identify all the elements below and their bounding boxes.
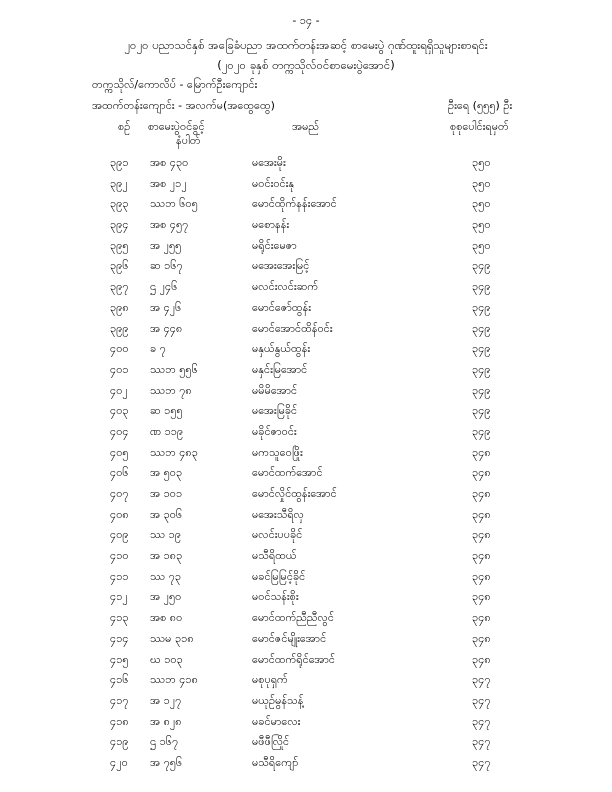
table-row <box>0 363 612 384</box>
student-name: မမိမိအောင် <box>252 383 298 397</box>
student-name: မောင်ထက်ညီညီလွင် <box>252 611 334 625</box>
student-name: မလင်းလင်းဆက် <box>252 280 319 294</box>
row-number: ၄၁၈ <box>110 714 129 728</box>
roll-number: အ ၁၀၁ <box>150 487 183 500</box>
roll-number: ဿဘ ၅၅၆ <box>150 362 198 376</box>
row-number: ၄၁၃ <box>110 611 129 625</box>
table-row <box>0 570 612 591</box>
row-number: ၄၁၂ <box>110 590 128 604</box>
table-row <box>0 549 612 570</box>
total-marks: ၃၄၈ <box>472 466 491 480</box>
student-name: မရိုင်းမေဇာ <box>252 238 297 252</box>
total-marks: ၃၄၈ <box>472 487 491 500</box>
total-marks: ၃၄၉ <box>472 404 491 418</box>
total-marks: ၃၄၈ <box>472 611 491 625</box>
table-row <box>0 756 612 777</box>
student-name: မောင်ထက်အောင် <box>252 466 323 480</box>
roll-number: ဃ ၁၀၃ <box>150 652 183 666</box>
student-name: မောင်ဇော်ထွန်း <box>252 300 312 314</box>
student-name: မဖီဖီလြိုင် <box>252 735 290 749</box>
table-row <box>0 528 612 549</box>
row-number: ၄၀၇ <box>110 487 129 500</box>
student-name: မယုဉ်မွန်သန့် <box>252 693 304 707</box>
roll-number: အ ၁၈၃ <box>150 549 183 563</box>
roll-number: ဿဘ ၇၈ <box>150 383 192 397</box>
row-number: ၄၀၄ <box>110 424 129 438</box>
table-row <box>0 673 612 694</box>
roll-number: အ ၁၂၇ <box>150 693 182 707</box>
total-marks: ၃၄၉ <box>472 300 491 314</box>
roll-number: အ ၈၂၈ <box>150 714 182 728</box>
table-row <box>0 177 612 198</box>
row-number: ၄၂၀ <box>110 755 128 769</box>
roll-number: ဌ ၂၄၆ <box>150 280 178 294</box>
student-name: မအေးမြခိုင် <box>252 404 298 418</box>
table-row <box>0 197 612 218</box>
total-marks: ၃၅၀ <box>472 218 491 232</box>
table-row <box>0 342 612 363</box>
row-number: ၄၀၈ <box>110 507 129 521</box>
total-marks: ၃၄၈ <box>472 569 491 583</box>
roll-number: အ ၄၂၆ <box>150 300 182 314</box>
table-row <box>0 735 612 756</box>
roll-number: အစ ၄၃၀ <box>150 156 189 169</box>
roll-number: ဆ ၁၆၇ <box>150 259 183 273</box>
roll-number: အ ၃၀၆ <box>150 507 183 521</box>
student-name: မနှင်းမြအောင် <box>252 362 308 376</box>
roll-number: ဿမ ၃၁၈ <box>150 631 194 645</box>
document-title: ၂၀၂၀ ပညာသင်နှစ် အခြေခံပညာ အထက်တန်းအဆင့် စာမေးပွဲ ဂုဏ်ထူးရရှိသူများစာရင်း <box>124 38 488 52</box>
student-name: မကသူဝေဖြိုး <box>252 445 303 459</box>
total-marks: ၃၄၉ <box>472 280 491 294</box>
row-number: ၃၉၉ <box>110 321 129 335</box>
student-name: မနှယ်နွယ်ထွန်း <box>252 342 311 356</box>
row-number: ၄၀၃ <box>110 404 129 418</box>
roll-number: ဿ ၇၃ <box>150 569 182 583</box>
row-number: ၃၉၆ <box>110 259 129 273</box>
total-marks: ၃၅၀ <box>472 238 491 252</box>
university-line: တက္ကသိုလ်/ကောလိပ် - မြောက်ဦးကျောင်း <box>92 78 258 91</box>
student-name: မခင်မာလေး <box>252 714 301 728</box>
table-row <box>0 446 612 467</box>
row-number: ၄၀၉ <box>110 528 129 542</box>
row-number: ၄၁၇ <box>110 693 129 707</box>
roll-number: အ ၂၅၅ <box>150 238 182 252</box>
row-number: ၄၁၆ <box>110 673 129 687</box>
row-number: ၃၉၂ <box>110 176 128 190</box>
student-name: မောင်ဇင်မျိုးအောင် <box>252 631 327 645</box>
roll-number: အ ၄၄၈ <box>150 321 183 335</box>
total-marks: ၃၄၉ <box>472 383 491 397</box>
total-marks: ၃၅၀ <box>472 176 491 190</box>
table-row <box>0 218 612 239</box>
roll-number: ဿ ၁၉ <box>150 528 182 542</box>
total-marks: ၃၄၉ <box>472 321 491 335</box>
row-number: ၄၀၂ <box>110 383 128 397</box>
student-name: မခင်မြမြင့်ခိုင် <box>252 569 306 583</box>
row-number: ၃၉၁ <box>110 156 129 169</box>
student-name: မလင်းပပခိုင် <box>252 528 303 542</box>
total-marks: ၃၄၇ <box>472 714 491 728</box>
total-marks: ၃၄၇ <box>472 693 491 707</box>
row-number: ၃၉၈ <box>110 300 129 314</box>
student-name: မဝင်သန်းစိုး <box>252 590 299 604</box>
student-name: မောင်လှိုင်ထွန်းအောင် <box>252 487 337 500</box>
table-row <box>0 694 612 715</box>
total-marks: ၃၅၀ <box>472 197 491 211</box>
column-header-marks: စုစုပေါင်းရမှတ် <box>450 120 509 133</box>
table-row <box>0 653 612 674</box>
column-header-roll-suffix: နံပါတ် <box>176 134 201 147</box>
student-name: မသီရိထယ် <box>252 549 297 563</box>
row-number: ၄၀၆ <box>110 466 129 480</box>
total-marks: ၃၄၇ <box>472 673 491 687</box>
school-line: အထက်တန်းကျောင်း - အလက်မ(အထွေထွေ) <box>92 99 275 112</box>
table-row <box>0 404 612 425</box>
row-number: ၃၉၇ <box>110 280 129 294</box>
roll-number: အစ ၄၅၇ <box>150 218 189 232</box>
total-marks: ၃၅၀ <box>472 156 491 169</box>
row-number: ၄၁၁ <box>110 569 129 583</box>
total-marks: ၃၄၇ <box>472 735 491 749</box>
student-name: မစုပုရှက် <box>252 673 288 687</box>
row-number: ၄၁၉ <box>110 735 129 749</box>
document-subtitle: (၂၀၂၀ ခုနှစ် တက္ကသိုလ်ဝင်စာမေးပွဲအောင်) <box>217 58 395 72</box>
table-row <box>0 487 612 508</box>
roll-number: ဿဘ ၄၁၈ <box>150 673 198 687</box>
roll-number: အ ၂၅၀ <box>150 590 182 604</box>
column-header-no: စဉ် <box>118 120 131 133</box>
total-marks: ၃၄၈ <box>472 507 491 521</box>
table-row <box>0 715 612 736</box>
row-number: ၃၉၅ <box>110 238 129 252</box>
student-name: မစောနန်း <box>252 218 290 232</box>
column-header-name: အမည် <box>292 120 320 133</box>
total-marks: ၃၄၈ <box>472 549 491 563</box>
roll-number: အ ၅၀၃ <box>150 466 183 480</box>
table-row <box>0 239 612 260</box>
row-number: ၄၀၁ <box>110 362 129 376</box>
row-number: ၃၉၃ <box>110 197 129 211</box>
roll-number: ဌ ၁၆၇ <box>150 735 179 749</box>
student-name: မအေးအေးမြင့် <box>252 259 310 273</box>
student-name: မခိုင်ဇာဝင်း <box>252 424 297 438</box>
page-number: - ၁၄ - <box>292 14 320 27</box>
roll-number: ဿဘ ၄၈၃ <box>150 445 198 459</box>
student-name: မသီရိကျော် <box>252 755 299 769</box>
column-header-roll: စာမေးပွဲဝင်ခွင့် <box>148 120 205 133</box>
row-number: ၄၀၀ <box>110 342 129 356</box>
total-marks: ၃၄၉ <box>472 424 491 438</box>
student-name: မောင်ထိုက်နန်းအောင် <box>252 197 337 211</box>
student-name: မောင်ထက်ရိုင်အောင် <box>252 652 335 666</box>
results-table <box>0 156 612 777</box>
total-marks: ၃၄၈ <box>472 528 491 542</box>
total-marks: ၃၄၈ <box>472 445 491 459</box>
total-marks: ၃၄၉ <box>472 259 491 273</box>
roll-number: ဆ ၁၅၅ <box>150 404 183 418</box>
table-row <box>0 384 612 405</box>
total-marks: ၃၄၈ <box>472 631 491 645</box>
student-name: မအေးမိုး <box>252 156 286 169</box>
count-line: ဦးရေ (၅၅၅) ဦး <box>448 99 513 112</box>
row-number: ၄၁၀ <box>110 549 129 563</box>
table-row <box>0 301 612 322</box>
table-row <box>0 280 612 301</box>
table-row <box>0 508 612 529</box>
student-name: မအေးသီရိလှ <box>252 507 304 521</box>
table-row <box>0 259 612 280</box>
total-marks: ၃၄၇ <box>472 755 491 769</box>
roll-number: ခ ၇ <box>150 342 166 356</box>
table-row <box>0 611 612 632</box>
total-marks: ၃၄၉ <box>472 342 491 356</box>
table-row <box>0 466 612 487</box>
roll-number: အစ ၂၁၂ <box>150 176 187 190</box>
table-row <box>0 425 612 446</box>
row-number: ၄၀၅ <box>110 445 129 459</box>
student-name: မောင်အောင်ထိန်ဝင်း <box>252 321 333 335</box>
student-name: မဝင်းဝင်းနု <box>252 176 295 190</box>
table-row <box>0 632 612 653</box>
roll-number: အစ ၈၀ <box>150 611 183 625</box>
table-row <box>0 322 612 343</box>
roll-number: ဏ ၁၁၉ <box>150 424 184 438</box>
total-marks: ၃၄၈ <box>472 652 491 666</box>
row-number: ၃၉၄ <box>110 218 129 232</box>
row-number: ၄၁၅ <box>110 652 129 666</box>
table-row <box>0 590 612 611</box>
total-marks: ၃၄၈ <box>472 590 491 604</box>
total-marks: ၃၄၉ <box>472 362 491 376</box>
roll-number: ဿဘ ၆၀၅ <box>150 197 198 211</box>
roll-number: အ ၇၅၆ <box>150 755 183 769</box>
row-number: ၄၁၄ <box>110 631 129 645</box>
table-row <box>0 156 612 177</box>
